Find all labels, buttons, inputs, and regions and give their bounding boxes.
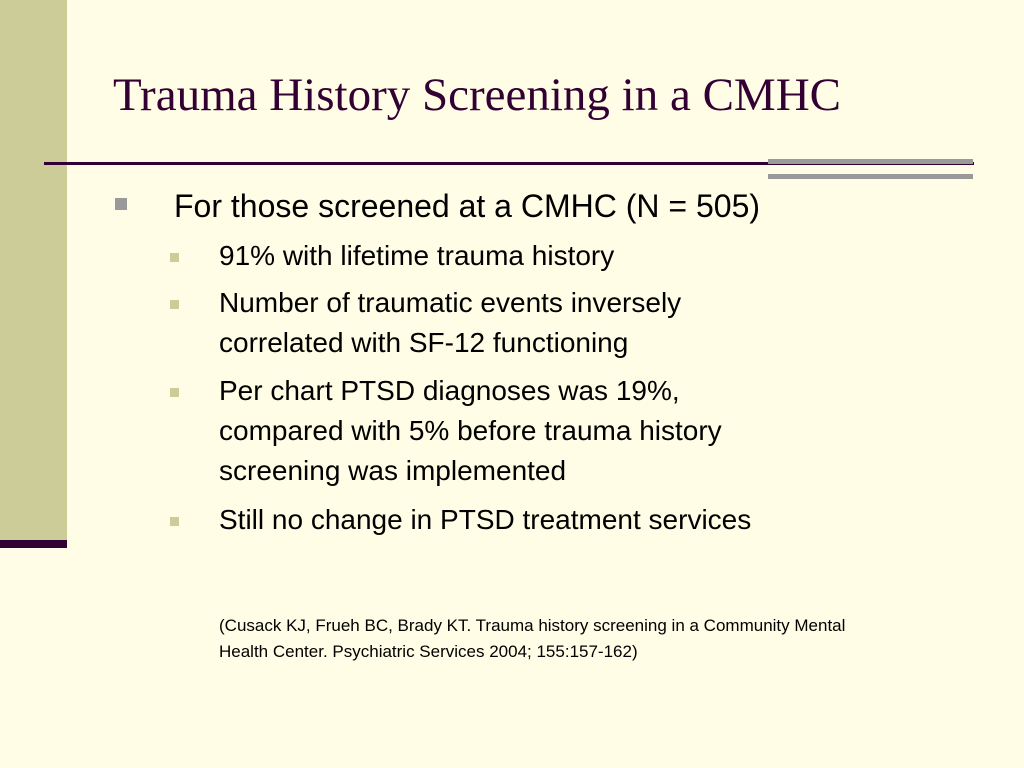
sub-bullet-square-icon	[170, 253, 179, 262]
divider-accent-bottom	[768, 174, 973, 179]
bullet-square-icon	[115, 198, 127, 210]
sub-bullet-text: screening was implemented	[219, 455, 567, 486]
sub-bullet-text: Number of traumatic events inversely	[219, 287, 682, 318]
sub-bullet-text: Per chart PTSD diagnoses was 19%,	[219, 375, 680, 406]
slide-title: Trauma History Screening in a CMHC	[113, 69, 842, 121]
side-band-underline	[0, 540, 67, 548]
citation-line: Health Center. Psychiatric Services 2004; 155:157-162)	[219, 641, 638, 661]
sub-bullet-text: correlated with SF-12 functioning	[219, 327, 629, 358]
sub-bullet-square-icon	[170, 388, 179, 397]
sub-bullet-square-icon	[170, 300, 179, 309]
citation-line: (Cusack KJ, Frueh BC, Brady KT. Trauma history screening in a Community Mental	[219, 616, 846, 635]
sub-bullet-text: compared with 5% before trauma history	[219, 415, 722, 446]
sub-bullet-text: 91% with lifetime trauma history	[219, 240, 615, 271]
side-band	[0, 0, 67, 540]
sub-bullet-text: Still no change in PTSD treatment services	[219, 504, 752, 535]
citation	[219, 613, 845, 664]
bullet-main-text: For those screened at a CMHC (N = 505)	[174, 188, 761, 224]
sub-bullet-square-icon	[170, 517, 179, 526]
divider-accent-top	[768, 159, 973, 164]
